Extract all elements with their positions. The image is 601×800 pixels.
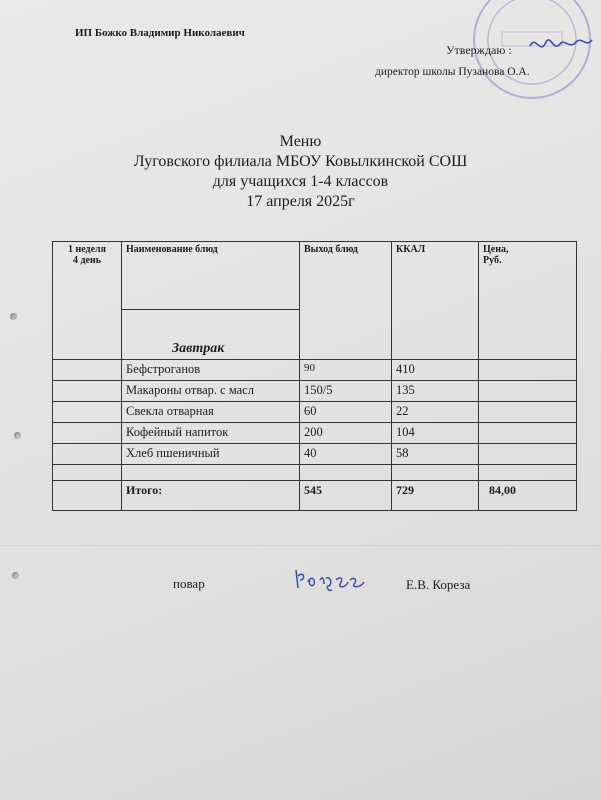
title-line: Меню [279, 133, 322, 150]
punch-hole [14, 432, 21, 439]
total-row [53, 481, 577, 511]
table-row: Свекла отварная 60 22 [53, 402, 577, 423]
total-label: Итого: [122, 481, 300, 511]
approve-label: Утверждаю : [446, 43, 512, 57]
cook-signature [292, 562, 372, 596]
price-header: Цена, Руб. [479, 242, 577, 360]
title-line: для учащихся 1-4 классов [212, 173, 389, 190]
document-title [0, 132, 601, 212]
organization-name: ИП Божко Владимир Николаевич [75, 27, 245, 39]
director-signature [526, 30, 596, 60]
empty-row [53, 465, 577, 481]
kcal-header: ККАЛ [392, 242, 479, 360]
cook-name: Е.В. Кореза [406, 577, 471, 592]
meal-label: Завтрак [122, 310, 300, 360]
punch-hole [10, 313, 17, 320]
portion-header: Выход блюд [300, 242, 392, 360]
menu-table [52, 241, 577, 511]
dish-header: Наименование блюд [122, 242, 300, 310]
total-portion: 545 [300, 481, 392, 511]
week-day-header: 1 неделя 4 день [53, 242, 122, 360]
punch-hole [12, 572, 19, 579]
title-line: 17 апреля 2025г [246, 193, 355, 210]
total-price: 84,00 [479, 481, 577, 511]
table-row: Бефстроганов 90 410 [53, 360, 577, 381]
cook-label: повар [173, 576, 205, 591]
table-row: Кофейный напиток 200 104 [53, 423, 577, 444]
paper-fold [0, 545, 601, 546]
table-row: Макароны отвар. с масл 150/5 135 [53, 381, 577, 402]
title-line: Луговского филиала МБОУ Ковылкинской СОШ [133, 153, 468, 170]
director-line: директор школы Пузанова О.А. [375, 66, 530, 78]
total-kcal: 729 [392, 481, 479, 511]
table-row: Хлеб пшеничный 40 58 [53, 444, 577, 465]
